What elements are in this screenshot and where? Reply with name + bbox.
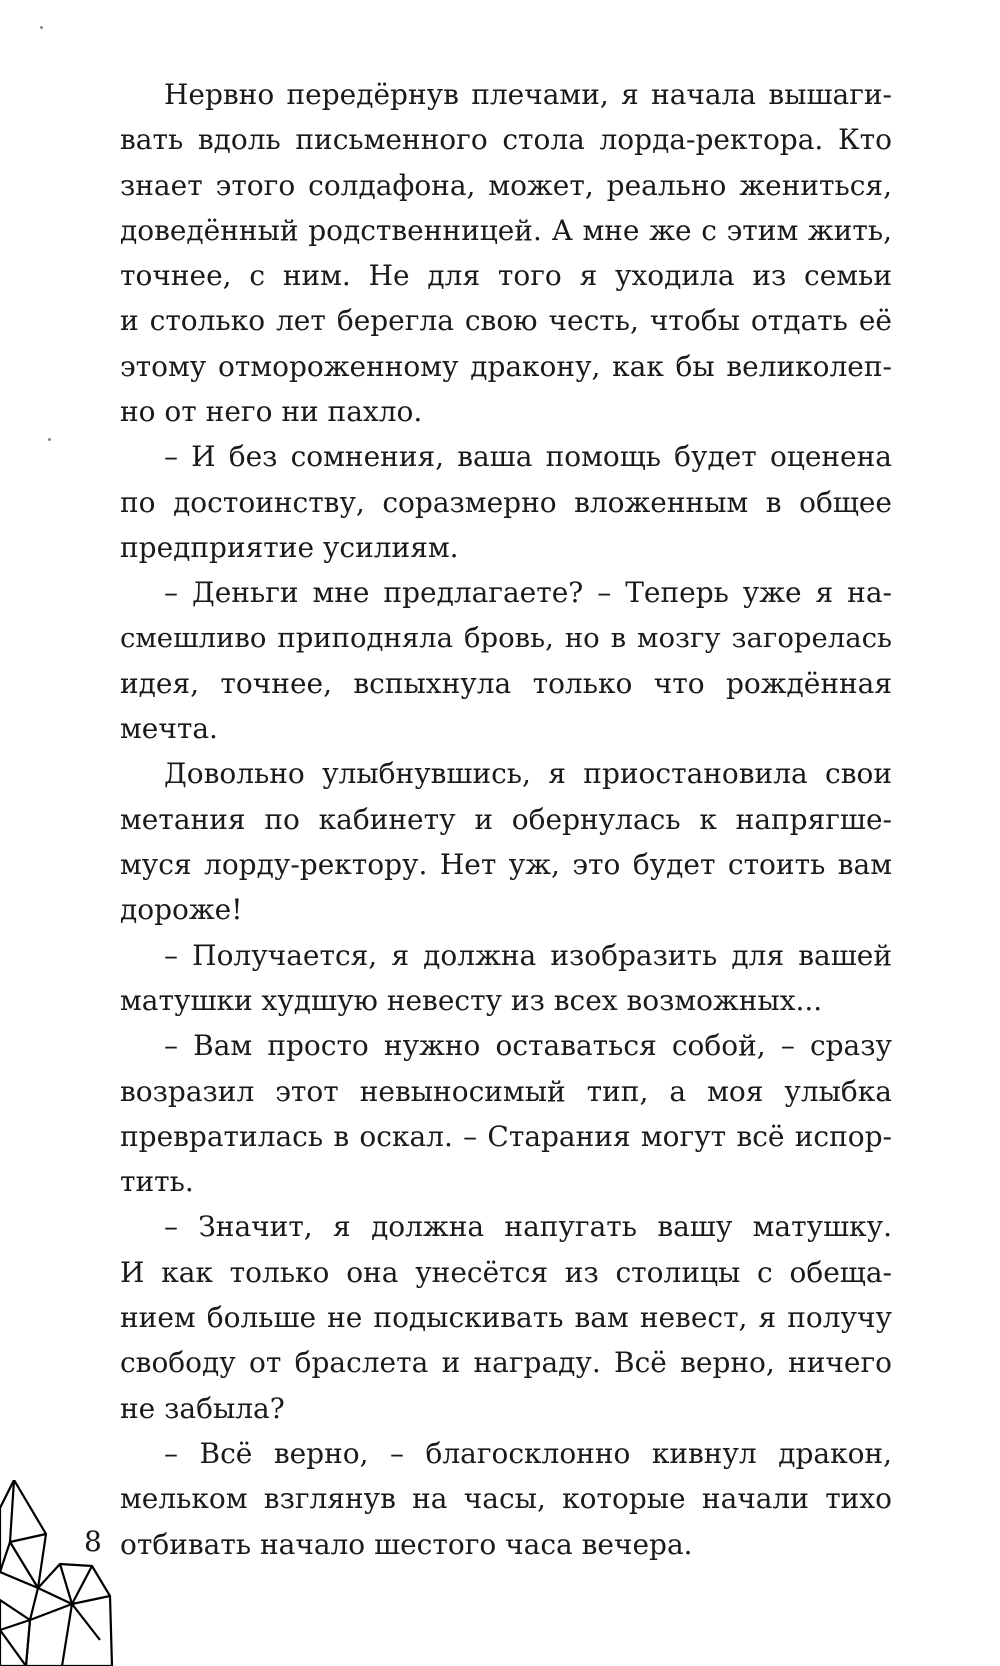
text-line: отбивать начало шестого часа вечера.: [120, 1527, 693, 1561]
text-line: идея, точнее, вспыхнула только что рождённая: [120, 666, 892, 700]
text-line: тить.: [120, 1165, 194, 1199]
text-line: точнее, с ним. Не для того я уходила из семьи: [120, 259, 892, 293]
text-line: – И без сомнения, ваша помощь будет оценена: [164, 440, 892, 474]
text-line: Довольно улыбнувшись, я приостановила свои: [164, 757, 892, 791]
text-line: вать вдоль письменного стола лорда-ректора. Кто: [120, 123, 892, 157]
body-text: [120, 72, 892, 1567]
text-line: – Получается, я должна изобразить для вашей: [164, 938, 892, 972]
text-line: дороже!: [120, 893, 243, 927]
text-line: метания по кабинету и обернулась к напрягше-: [120, 802, 892, 836]
page-number: 8: [84, 1525, 102, 1558]
text-line: смешливо приподняла бровь, но в мозгу загорелась: [120, 621, 892, 654]
text-line: знает этого солдафона, может, реально жениться,: [120, 168, 892, 202]
text-line: этому отмороженному дракону, как бы великолеп-: [120, 349, 892, 383]
margin-speck: [40, 26, 43, 29]
text-line: матушки худшую невесту из всех возможных...: [120, 983, 823, 1017]
text-line: мельком взглянув на часы, которые начали тихо: [120, 1482, 892, 1516]
text-line: – Деньги мне предлагаете? – Теперь уже я на-: [164, 576, 892, 610]
text-line: – Значит, я должна напугать вашу матушку.: [164, 1210, 892, 1244]
text-line: но от него ни пахло.: [120, 395, 423, 429]
text-line: и столько лет берегла свою честь, чтобы отдать её: [120, 304, 892, 338]
text-line: доведённый родственницей. А мне же с этим жить,: [120, 213, 892, 247]
text-line: Нервно передёрнув плечами, я начала вышаги-: [164, 78, 892, 111]
text-line: муся лорду-ректору. Нет уж, это будет стоить вам: [120, 848, 892, 882]
text-line: – Вам просто нужно оставаться собой, – сразу: [164, 1029, 892, 1063]
text-line: предприятие усилиям.: [120, 530, 459, 564]
text-line: нием больше не подыскивать вам невест, я получу: [120, 1301, 892, 1335]
crystal-ornament-icon: [0, 1480, 120, 1666]
margin-speck: [48, 438, 51, 441]
text-line: – Всё верно, – благосклонно кивнул дракон,: [164, 1436, 892, 1470]
text-line: свободу от браслета и награду. Всё верно, ничего: [120, 1346, 892, 1380]
text-line: И как только она унесётся из столицы с обеща-: [120, 1255, 892, 1289]
text-line: возразил этот невыносимый тип, а моя улыбка: [120, 1074, 892, 1108]
text-line: превратилась в оскал. – Старания могут всё испор-: [120, 1119, 892, 1153]
text-line: мечта.: [120, 712, 218, 746]
text-line: не забыла?: [120, 1391, 285, 1425]
text-line: по достоинству, соразмерно вложенным в общее: [120, 485, 892, 519]
